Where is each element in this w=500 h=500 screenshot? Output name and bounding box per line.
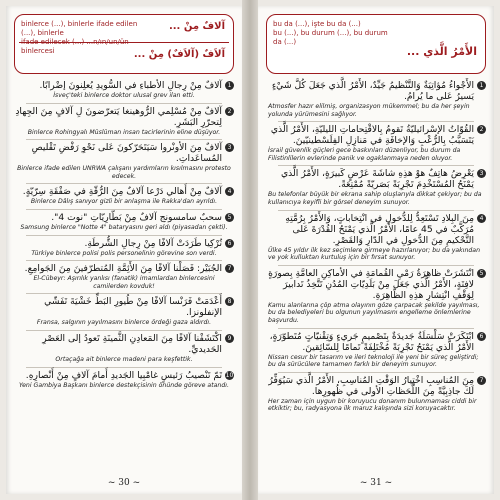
arabic-sentence-row bbox=[266, 124, 486, 146]
example-entry bbox=[266, 331, 486, 369]
entry-divider bbox=[278, 165, 474, 166]
left-header-arabic-top: آلافٌ مِنْ ... bbox=[168, 21, 225, 32]
arabic-sentence-row bbox=[14, 80, 234, 91]
arabic-sentence: الجُبَيْر: فَصَلْنا آلافًا مِنَ الأَئِمَّةِ المُتطرّفينَ مِنَ الجَوامِعِ. bbox=[24, 263, 222, 275]
entry-number-badge: 1 bbox=[477, 81, 486, 90]
right-header-translation bbox=[273, 20, 393, 47]
example-entry bbox=[14, 106, 234, 137]
entry-number-badge: 6 bbox=[225, 239, 234, 248]
arabic-sentence-row bbox=[14, 186, 234, 197]
arabic-sentence-row bbox=[266, 331, 486, 353]
arabic-sentence-row bbox=[266, 213, 486, 246]
entry-number-badge: 5 bbox=[225, 213, 234, 222]
entry-divider bbox=[278, 265, 474, 266]
example-entry bbox=[14, 333, 234, 364]
arabic-sentence: مِنَ المُناسِبِ اخْتِيارُ الوَقْتِ المُناسِبِ، الأَمْرُ الَّذي سَيُوَفِّرُ لَكَ جاذِبِيَّةً مِنَ اللَّحَظاتِ الأولى في ظُهورِها. bbox=[268, 374, 474, 397]
arabic-sentence: آلافٌ مِنَ الأونْروا سَيَتَحَرّكونَ عَلى نَحْوِ رَفْضِ تَقْليصِ المُساعَداتِ. bbox=[31, 142, 222, 165]
arabic-sentence: تَمّ تَنْصيبُ رَئيسٍ غامْبِيا الجَديدِ أَمامَ آلافٍ مِنْ أَنْصارِهِ. bbox=[25, 369, 222, 381]
arabic-sentence-row bbox=[266, 268, 486, 301]
entry-number-badge: 6 bbox=[477, 332, 486, 341]
example-entry bbox=[266, 124, 486, 162]
arabic-sentence-row bbox=[14, 106, 234, 128]
right-page bbox=[258, 6, 494, 494]
entry-divider bbox=[26, 330, 222, 331]
entry-number-badge: 2 bbox=[225, 107, 234, 116]
left-header-line-1: binlerce (...), binlerle ifade edilen (...), binlerle bbox=[21, 20, 138, 37]
left-header-line-2: ifade edilecek (...) ...n/ın/un/ün binlercesi bbox=[21, 38, 129, 55]
arabic-sentence-row bbox=[266, 375, 486, 397]
arabic-sentence: سحبٌ سامسونج آلافٌ مِنْ بَطّارِيّاتِ "نوت 4". bbox=[51, 211, 222, 223]
turkish-translation: Ülke 45 yıldır ilk kez seçimlere girmeye hazırlanıyor; bu da yakından ve yok kulluktan kurtuluş için bir fırsat sunuyor. bbox=[268, 246, 481, 262]
right-header-line-1: bu da (...), işte bu da (...) bbox=[273, 20, 361, 28]
turkish-translation: Türkiye binlerce polisi polis personelinin görevine son verdi. bbox=[31, 249, 217, 257]
turkish-translation: Binlerce Dâlış sanıyor gizli bir anlaşma ile Rakka'dan ayrıldı. bbox=[30, 198, 218, 206]
left-page bbox=[6, 6, 242, 494]
entry-divider bbox=[26, 367, 222, 368]
entry-number-badge: 7 bbox=[225, 264, 234, 273]
left-header-box bbox=[14, 14, 234, 74]
arabic-sentence: آلافٌ مِنْ أَهالي دَرْعا آلافٌ مِنَ الرُّقّةِ في صَفْقَةِ سِرّيّةٍ. bbox=[22, 186, 222, 198]
entry-number-badge: 7 bbox=[477, 376, 486, 385]
turkish-translation: Atmosfer hazır elilmiş, organizasyon mükemmel; bu da her şeyin yolunda yürümesini sağlıyor. bbox=[268, 103, 470, 118]
turkish-translation: Ortaçağa ait binlerce madeni para keşfettik. bbox=[55, 355, 193, 363]
entry-number-badge: 2 bbox=[477, 125, 486, 134]
left-entries-list bbox=[14, 80, 234, 389]
arabic-sentence: آلافٌ مِنْ مُسْلِمي الرُّوهينغا يَتعرّضونَ لِ آلافٍ مِنَ الجِهادِ لِتحرّرِ البَشَرِ. bbox=[15, 105, 222, 128]
example-entry bbox=[14, 370, 234, 390]
entry-divider bbox=[26, 209, 222, 210]
example-entry bbox=[14, 80, 234, 100]
entry-number-badge: 1 bbox=[225, 81, 234, 90]
entry-number-badge: 5 bbox=[477, 269, 486, 278]
entry-divider bbox=[26, 139, 222, 140]
arabic-sentence-row bbox=[14, 212, 234, 223]
example-entry bbox=[14, 263, 234, 290]
turkish-translation: Fransa, salgının yayılmasını binlerce ördeği gaza aldırdı. bbox=[36, 319, 212, 327]
entry-number-badge: 3 bbox=[225, 143, 234, 152]
arabic-sentence-row bbox=[14, 333, 234, 355]
turkish-translation: İsveç'teki binlerce doktor ulusal grev ilan etti. bbox=[53, 92, 195, 99]
entry-divider bbox=[278, 328, 474, 329]
turkish-translation: El-Cübeyr: Aşırılık yanlısı (fanatik) imamlardan binlercesini camilerden kovduk! bbox=[33, 275, 215, 290]
entry-number-badge: 4 bbox=[225, 187, 234, 196]
turkish-translation: Kamu alanlarına çöp atma olayının göze çarpacak şekilde yayılması, bu da belediyeleri bu olgunun yayılmasını engelleme önlemlerine başvurdu. bbox=[268, 301, 480, 324]
example-entry bbox=[14, 142, 234, 180]
arabic-sentence: انْتَشَرَتْ ظاهِرَةُ رَمْيِ القُمامَةِ في الأماكِنِ العامَّةِ بِصورَةٍ لافِتَةٍ، الأَمْرُ الَّذي جَعَلَ مِنْ بَلَدِيّاتِ المُدُنِ تَتَّخِذُ تَدابيرَ لِوَقْفِ انْتِشارِ هذِهِ الظّاهِرَةِ. bbox=[268, 267, 474, 301]
entry-number-badge: 8 bbox=[225, 297, 234, 306]
entry-divider bbox=[26, 260, 222, 261]
entry-divider bbox=[26, 293, 222, 294]
arabic-sentence: آلافٌ مِنْ رِجالِ الأطباءِ في السُّويدِ يُعلِنونَ إضْرابًا. bbox=[39, 80, 222, 91]
entry-divider bbox=[278, 210, 474, 211]
right-header-arabic-top: الأَمْرُ الَّذي ... bbox=[406, 45, 477, 58]
turkish-translation: Binlerce ifade edilen UNRWA çalışanı yardımların kısılmasını protesto edecek. bbox=[17, 165, 231, 180]
right-header-box bbox=[266, 14, 486, 74]
entry-divider bbox=[26, 103, 222, 104]
arabic-sentence-row bbox=[266, 168, 486, 190]
arabic-sentence: ابْتَكَرَتْ سَلْسَلَةُ جَديدَةٌ بِتَصْميمٍ جَريءٍ وَتِقْنيّاتٍ مُتَطوّرَةٍ، الأَمْرُ الَّذي يَمْنَحُ تَجْرِبَةً مُخْتَلِفَةً تَمامًا لِلسّائِقينَ. bbox=[269, 330, 474, 353]
arabic-sentence: القُوّاتُ الإسْرائيليّةُ تَقومُ بِالاقْتِحاماتِ الليليّةِ، الأَمْرُ الَّذي يَتَسَبَّبُ بِالرُّعْبِ وَالإخافَةِ في مَنازِلِ الفِلَسْطينيّينَ. bbox=[270, 124, 474, 147]
example-entry bbox=[14, 212, 234, 232]
turkish-translation: Bu telefonlar büyük bir ekrana sahip oluşlarıyla dikkat çekiyor; bu da kullanıcıya keyifli bir görsel deneyim sunuyor. bbox=[268, 191, 482, 206]
entry-number-badge: 4 bbox=[477, 214, 486, 223]
arabic-sentence-row bbox=[14, 238, 234, 249]
turkish-translation: Her zaman için uygun bir koruyucu donanım bulunmaması ciddi bir etkiktir; bu, radyasyona ilk maruz kalışında sizi koruyacaktır. bbox=[268, 397, 477, 413]
example-entry bbox=[266, 375, 486, 413]
arabic-sentence: أَعْدَمَتْ فَرَنْسا آلافًا مِنْ طُيورِ البَطِّ خَشْيَةَ تَفَشّي الإنفلونزا. bbox=[44, 296, 222, 319]
entry-divider bbox=[278, 121, 474, 122]
arabic-sentence-row bbox=[14, 370, 234, 381]
right-entries-list bbox=[266, 80, 486, 413]
entry-number-badge: 10 bbox=[225, 371, 234, 379]
turkish-translation: Yeni Gambiya Başkanı binlerce destekçisinin önünde göreve atandı. bbox=[19, 381, 229, 389]
turkish-translation: Nissan cesur bir tasarım ve ileri teknoloji ile yeni bir süreç geliştirdi; bu da sürücülere tamamen farklı bir deneyim sunuyor. bbox=[268, 353, 479, 369]
example-entry bbox=[266, 268, 486, 325]
example-entry bbox=[14, 186, 234, 206]
entry-number-badge: 3 bbox=[477, 169, 486, 178]
entry-divider bbox=[26, 183, 222, 184]
example-entry bbox=[14, 238, 234, 258]
left-header-divider bbox=[19, 42, 229, 43]
left-page-number: ~ 30 ~ bbox=[107, 478, 141, 488]
arabic-sentence-row bbox=[14, 263, 234, 274]
right-header-line-2: bu (...), bu durum (...), bu durum da (...) bbox=[273, 29, 388, 46]
example-entry bbox=[14, 296, 234, 327]
arabic-sentence: اكْتَشَفْنا آلافًا مِنَ المَعادِنِ الثَّمينَةِ تَعودُ إلى العَصْرِ الحَديديِّ. bbox=[42, 332, 222, 355]
book-gutter bbox=[242, 0, 258, 500]
example-entry bbox=[266, 168, 486, 206]
arabic-sentence-row bbox=[14, 142, 234, 164]
example-entry bbox=[266, 213, 486, 262]
entry-number-badge: 9 bbox=[225, 334, 234, 343]
arabic-sentence: الأَجْواءُ مُؤاتِيَةٌ وَالتَّنْظيمُ جَيِّدٌ، الأَمْرُ الَّذي جَعَلَ كُلَّ شَيْءٍ يَسيرُ عَلى ما يُرامُ. bbox=[271, 80, 474, 102]
left-header-arabic-bottom: آلاَفٌ (آلاَفٌ) مِنْ ... bbox=[133, 49, 225, 60]
right-page-number: ~ 31 ~ bbox=[359, 478, 393, 488]
turkish-translation: Samsung binlerce "Notte 4" bataryasını geri aldı (piyasadan çekti). bbox=[20, 223, 228, 231]
turkish-translation: İsrail güvenlik güçleri gece baskınları düzenliyor, bu durum da Filistinlilerin evlerinde panik ve ogaklanmaya neden oluyor. bbox=[268, 147, 461, 162]
turkish-translation: Binlerce Rohingyalı Müslüman insan tacirlerinin eline düşüyor. bbox=[27, 128, 221, 136]
entry-divider bbox=[26, 235, 222, 236]
arabic-sentence: مِنَ البِلادِ تَسْتَعِدُّ لِلدُّخولِ في انْتِخاباتٍ، وَالأَمْرُ بِرُمَّتِهِ مُرَكَّبٌ في 45 عامًا، الأَمْرُ الَّذي يَمْنَحُ القُدْرَةَ عَلى التَّحْكيمِ مِنَ الدُّخولِ في الدّارِ وَالقَصْرِ. bbox=[285, 212, 474, 246]
left-header-translation bbox=[21, 20, 151, 56]
arabic-sentence-row bbox=[14, 296, 234, 318]
arabic-sentence-row bbox=[266, 80, 486, 102]
example-entry bbox=[266, 80, 486, 118]
arabic-sentence: يَعْرِضُ هاتِفٌ هوْ هذِهِ شاشَةَ عَرْضٍ كَبيرَةٍ، الأَمْرُ الَّذي يَمْنَحُ المُسْتَخْدِمَ تَجْرِبَةً بَصَريّةً مُمْتِعَةً. bbox=[280, 168, 474, 191]
arabic-sentence: تُرْكِيا طَرَدَتْ آلافًا مِنْ رِجالِ الشُّرطَةِ. bbox=[84, 237, 222, 249]
entry-divider bbox=[278, 372, 474, 373]
